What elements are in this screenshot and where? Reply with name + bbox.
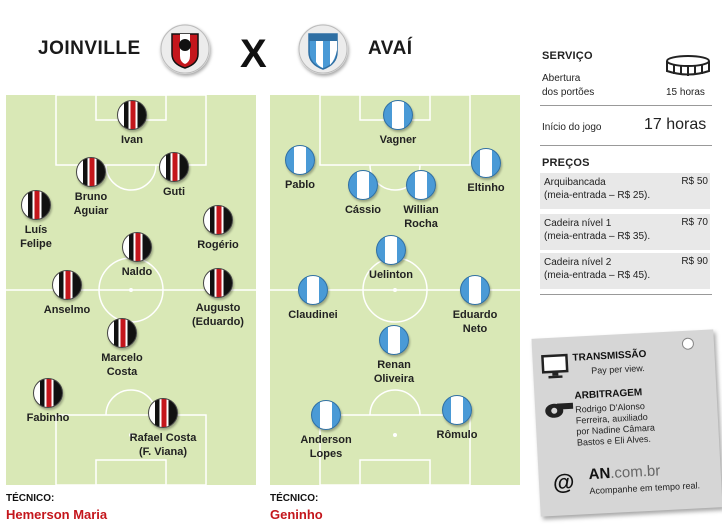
service-divider — [540, 105, 712, 106]
home-player-guti — [114, 152, 234, 199]
player-name: Luís Felipe — [20, 224, 52, 250]
avai-shirt-icon — [442, 395, 472, 425]
player-name: Pablo — [285, 179, 315, 191]
service-title: SERVIÇO — [542, 50, 593, 62]
player-name: Rômulo — [436, 429, 478, 441]
home-player-ivan — [72, 100, 192, 147]
site-domain: .com.br — [609, 462, 661, 482]
joinville-shirt-icon — [159, 152, 189, 182]
away-player-claudinei — [253, 275, 373, 322]
player-name: Claudinei — [288, 309, 338, 321]
versus-mark: X — [240, 32, 267, 76]
referee-title: ARBITRAGEM — [574, 387, 643, 402]
player-name: Fabinho — [26, 412, 70, 424]
price-label: Cadeira nível 1 (meia-entrada – R$ 35). — [544, 218, 651, 242]
price-label: Cadeira nível 2 (meia-entrada – R$ 45). — [544, 257, 651, 281]
player-name: Rafael Costa (F. Viana) — [129, 432, 197, 458]
player-name: Augusto (Eduardo) — [192, 302, 244, 328]
away-player-anderson-lopes — [266, 400, 386, 461]
away-team-name: AVAÍ — [368, 38, 413, 59]
tv-title: TRANSMISSÃO — [572, 348, 647, 364]
player-name: Guti — [163, 186, 185, 198]
player-name: Eltinho — [467, 182, 505, 194]
tv-icon — [540, 353, 570, 385]
start-value: 17 horas — [644, 116, 707, 133]
away-player-renan-oliveira — [334, 325, 454, 386]
player-name: Marcelo Costa — [101, 352, 143, 378]
away-player-willian-rocha — [361, 170, 481, 231]
away-player-romulo — [397, 395, 517, 442]
avai-shirt-icon — [460, 275, 490, 305]
joinville-crest-icon — [160, 24, 210, 74]
home-player-rafael-costa — [103, 398, 223, 459]
home-player-marcelo-costa — [62, 318, 182, 379]
home-team-name: JOINVILLE — [38, 38, 141, 59]
prices-bottom-divider — [540, 294, 712, 295]
price-row — [540, 253, 710, 289]
price-value: R$ 50 — [681, 176, 708, 187]
gates-value: 15 horas — [666, 87, 705, 98]
player-name: Anselmo — [43, 304, 91, 316]
avai-shirt-icon — [376, 235, 406, 265]
home-player-anselmo — [7, 270, 127, 317]
avai-crest-icon — [298, 24, 348, 74]
gates-label: Abertura dos portões — [542, 73, 595, 98]
player-name: Bruno Aguiar — [73, 191, 109, 217]
player-name: Renan Oliveira — [373, 359, 415, 385]
joinville-shirt-icon — [107, 318, 137, 348]
home-coach-label: TÉCNICO: — [6, 493, 55, 504]
home-coach-name: Hemerson Maria — [6, 507, 108, 522]
service-divider — [540, 145, 712, 146]
whistle-icon — [543, 397, 576, 426]
avai-shirt-icon — [406, 170, 436, 200]
price-value: R$ 70 — [681, 217, 708, 228]
home-player-fabinho — [0, 378, 108, 425]
joinville-shirt-icon — [33, 378, 63, 408]
at-icon: @ — [552, 468, 576, 495]
avai-shirt-icon — [311, 400, 341, 430]
price-row — [540, 173, 710, 209]
site-main: AN — [588, 464, 611, 484]
joinville-shirt-icon — [52, 270, 82, 300]
away-player-vagner — [338, 100, 458, 147]
card-hole-icon — [682, 337, 695, 350]
joinville-shirt-icon — [117, 100, 147, 130]
site-text: Acompanhe em tempo real. — [589, 480, 701, 497]
price-row — [540, 214, 710, 250]
tv-text: Pay per view. — [590, 363, 645, 376]
player-name: Ivan — [120, 134, 143, 146]
price-value: R$ 90 — [681, 256, 708, 267]
joinville-shirt-icon — [203, 205, 233, 235]
stadium-icon — [664, 54, 712, 81]
player-name: Naldo — [121, 266, 153, 278]
player-name: Rogério — [197, 239, 239, 251]
start-label: Início do jogo — [542, 122, 602, 133]
player-name: Vagner — [379, 134, 417, 146]
avai-shirt-icon — [379, 325, 409, 355]
away-coach-name: Geninho — [270, 507, 323, 522]
referee-text: Rodrigo D'Alonso Ferreira, auxiliado por Nadine Câmara Bastos e Eli Alves. — [574, 401, 656, 448]
site-link[interactable] — [588, 462, 660, 483]
player-name: Uelinton — [369, 269, 413, 281]
price-label: Arquibancada (meia-entrada – R$ 25). — [544, 177, 651, 201]
prices-title: PREÇOS — [542, 157, 590, 169]
player-name: Anderson Lopes — [300, 434, 352, 460]
joinville-shirt-icon — [76, 157, 106, 187]
avai-shirt-icon — [383, 100, 413, 130]
avai-shirt-icon — [298, 275, 328, 305]
away-coach-label: TÉCNICO: — [270, 493, 319, 504]
joinville-shirt-icon — [21, 190, 51, 220]
player-name: Willian Rocha — [403, 204, 439, 230]
joinville-shirt-icon — [203, 268, 233, 298]
player-name: Cássio — [344, 204, 382, 216]
joinville-shirt-icon — [122, 232, 152, 262]
player-name: Eduardo Neto — [452, 309, 498, 335]
info-card — [531, 329, 722, 516]
joinville-shirt-icon — [148, 398, 178, 428]
